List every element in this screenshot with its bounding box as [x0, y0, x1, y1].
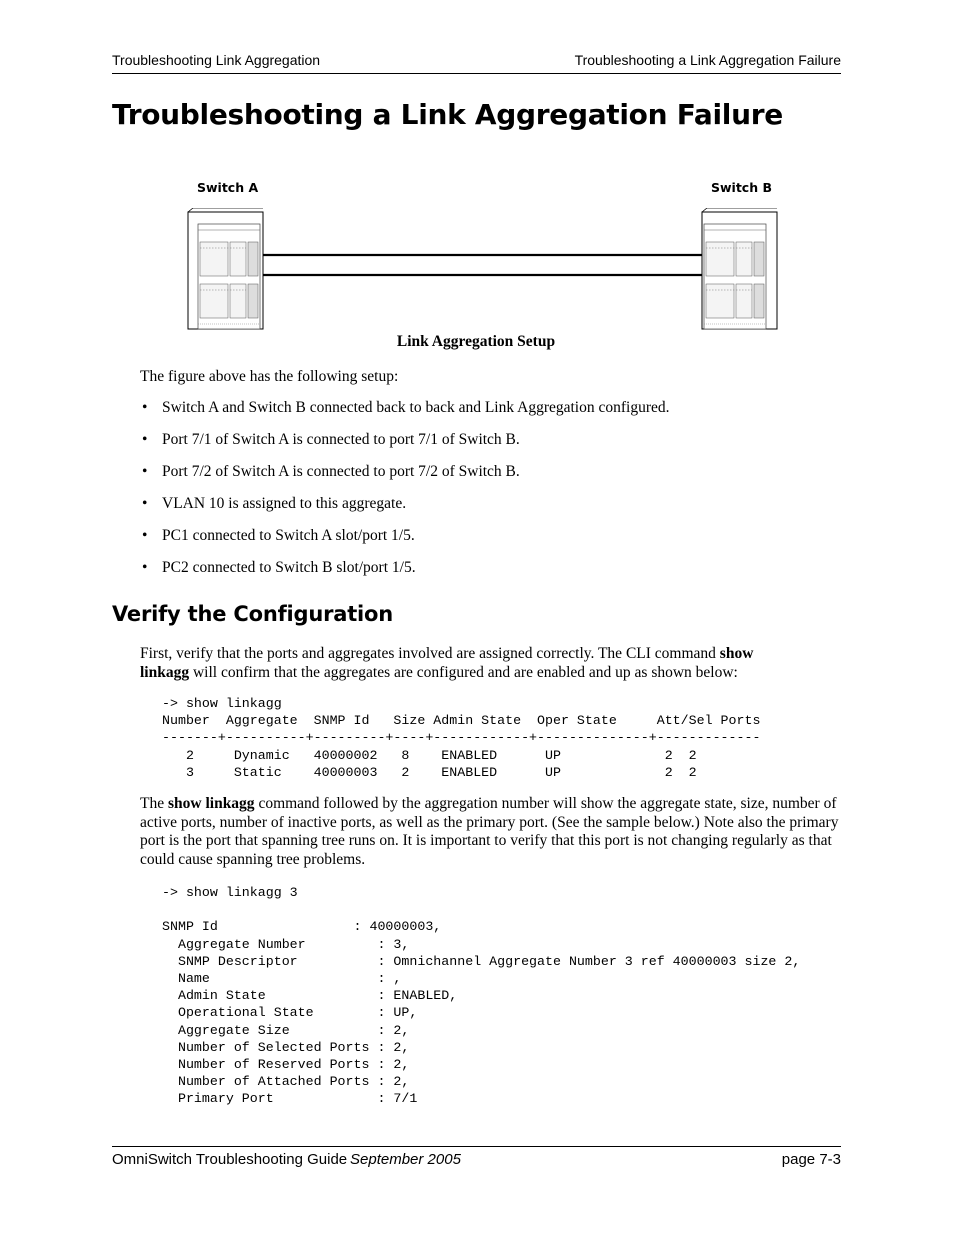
page-title: Troubleshooting a Link Aggregation Failure	[112, 98, 783, 131]
bullet-item: • VLAN 10 is assigned to this aggregate.	[142, 495, 407, 512]
header-rule	[112, 73, 841, 74]
show-linkagg-3-output: -> show linkagg 3 SNMP Id : 40000003, Aggregate Number : 3, SNMP Descriptor : Omnichannel Aggregate Number 3 ref 40000003 size 2, Name : , Admin State : ENABLED, Operational State : UP, Aggregate Size : 2, Number of Selected Ports : 2, Number of Reserved Ports : 2, Number of Attached Ports : 2, Primary Port : 7/1	[162, 885, 801, 1107]
intro-text: The figure above has the following setup:	[140, 368, 399, 385]
bullet-item: • Switch A and Switch B connected back to back and Link Aggregation configured.	[142, 399, 670, 416]
bullet-item: • PC2 connected to Switch B slot/port 1/5.	[142, 559, 416, 576]
verify-paragraph: First, verify that the ports and aggregates involved are assigned correctly. The CLI command show linkagg will confirm that the aggregates are configured and are enabled and up as shown below:	[140, 645, 754, 681]
footer-date: September 2005	[350, 1151, 461, 1168]
show-linkagg-output: -> show linkagg Number Aggregate SNMP Id Size Admin State Oper State Att/Sel Ports -------+----------+---------+----+------------+--------------+------------- 2 Dynamic 40000002 8 ENABLED UP 2 2 3 Static 40000003 2 ENABLED UP 2 2	[162, 696, 761, 780]
footer-page-number: page 7-3	[781, 1151, 841, 1168]
switch-b-label: Switch B	[711, 180, 772, 195]
switch-a-label: Switch A	[197, 180, 259, 195]
running-header-left: Troubleshooting Link Aggregation	[112, 52, 321, 68]
footer-guide: OmniSwitch Troubleshooting Guide	[112, 1151, 348, 1168]
figure-caption: Link Aggregation Setup	[396, 333, 556, 350]
switch-a-chassis	[188, 208, 263, 329]
cli-command: show linkagg	[140, 645, 754, 681]
cli-command: show linkagg	[167, 795, 255, 812]
footer-rule	[112, 1146, 841, 1147]
bullet-item: • Port 7/1 of Switch A is connected to port 7/1 of Switch B.	[142, 431, 520, 448]
linkagg-detail-paragraph: The show linkagg command followed by the aggregation number will show the aggregate state, size, number of active ports, number of inactive ports, as well as the primary port. (See the sample below.) Note also the primary port is the port that spanning tree runs on. It is important to verify that this port is not changing regularly as that could cause spanning tree problems.	[140, 795, 839, 868]
section-title: Verify the Configuration	[112, 602, 394, 626]
bullet-item: • Port 7/2 of Switch A is connected to port 7/2 of Switch B.	[142, 463, 520, 480]
switch-b-chassis	[702, 208, 777, 329]
running-header-right: Troubleshooting a Link Aggregation Failure	[574, 52, 841, 68]
bullet-item: • PC1 connected to Switch A slot/port 1/5.	[142, 527, 415, 544]
link-aggregation-diagram	[185, 208, 780, 333]
